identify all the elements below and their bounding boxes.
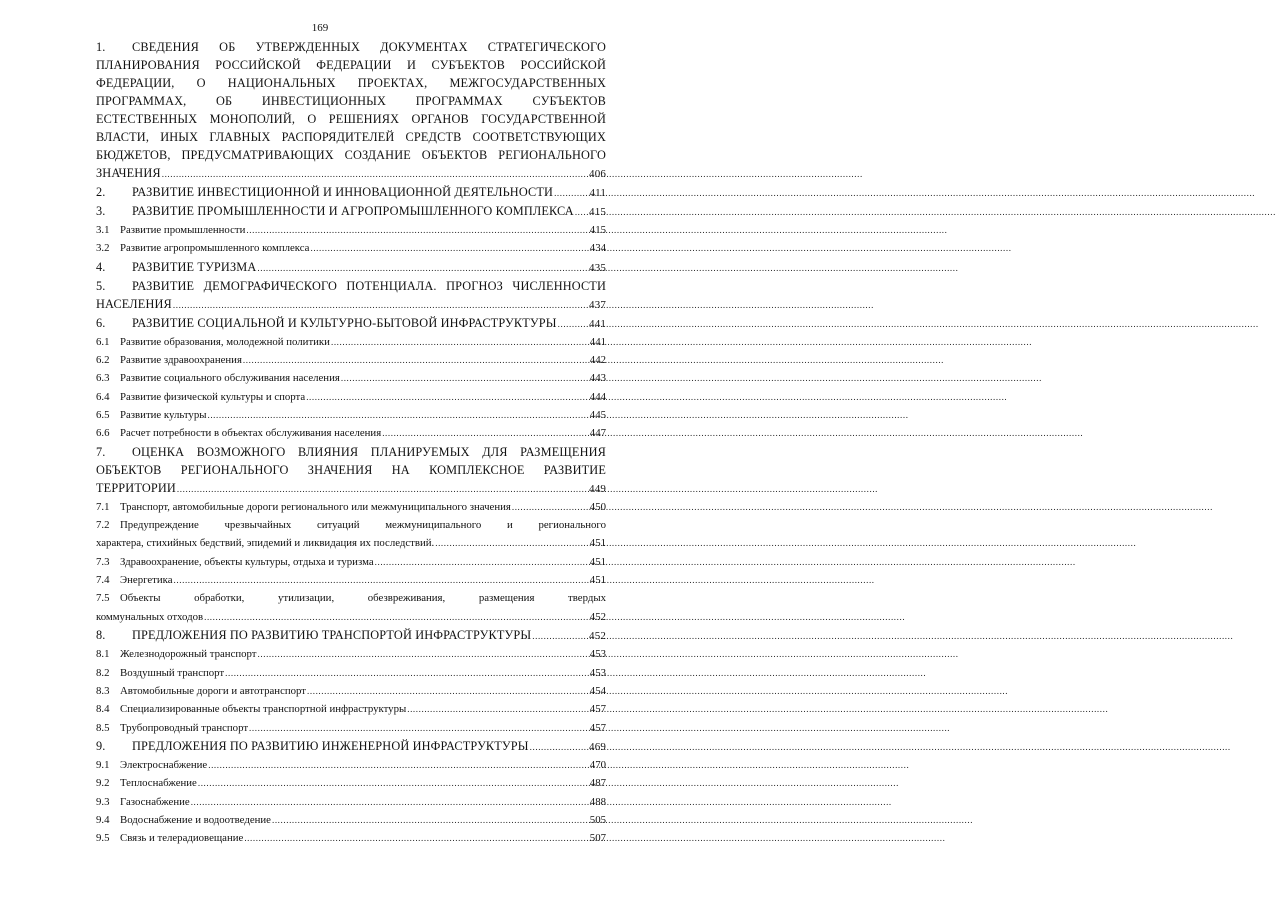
toc-entry-number: 6.2 (96, 354, 110, 367)
toc-entry-text: Развитие культуры (120, 409, 207, 422)
toc-entry[interactable] (96, 719, 606, 737)
toc-entry-text: РАЗВИТИЕ ДЕМОГРАФИЧЕСКОГО ПОТЕНЦИАЛА. ПРОГНОЗ ЧИСЛЕННОСТИ (132, 278, 606, 293)
toc-entry-line (96, 38, 606, 56)
toc-entry-text: ЕСТЕСТВЕННЫХ МОНОПОЛИЙ, О РЕШЕНИЯХ ОРГАНОВ ГОСУДАРСТВЕННОЙ (96, 112, 606, 126)
dot-leader (554, 184, 588, 202)
toc-page-number: 450 (589, 500, 606, 513)
toc-entry-number: 3. (96, 204, 106, 218)
toc-page-number: 452 (589, 630, 606, 643)
toc-entry-text: Электроснабжение (120, 758, 208, 771)
dot-leader (532, 627, 588, 645)
dot-leader (407, 700, 589, 718)
toc-entry-text: СВЕДЕНИЯ ОБ УТВЕРЖДЕННЫХ ДОКУМЕНТАХ СТРАТЕГИЧЕСКОГО (132, 40, 606, 54)
toc-entry-line (96, 92, 606, 110)
toc-entry[interactable] (96, 774, 606, 792)
toc-entry[interactable] (96, 664, 606, 682)
dot-leader (558, 315, 588, 333)
toc-entry[interactable] (96, 202, 606, 221)
toc-page-number: 444 (589, 390, 606, 403)
toc-page-number: 437 (589, 298, 606, 311)
toc-entry-text: Развитие агропромышленного комплекса (120, 242, 310, 255)
toc-entry[interactable] (96, 626, 606, 645)
toc-entry-number: 9.3 (96, 795, 110, 808)
toc-entry-line (96, 793, 606, 811)
toc-entry-number: 7. (96, 444, 106, 459)
toc-entry-text: Развитие социального обслуживания населения (120, 372, 340, 385)
toc-entry-text: Теплоснабжение (120, 777, 197, 790)
toc-entry-line (96, 700, 606, 718)
toc-entry-line (96, 183, 606, 202)
dot-leader (575, 203, 588, 221)
dot-leader (207, 406, 588, 424)
toc-entry-number: 6.6 (96, 427, 110, 440)
toc-page-number: 443 (589, 372, 606, 385)
dot-leader (512, 498, 589, 516)
toc-entry-line (96, 277, 606, 295)
toc-entry-line (96, 351, 606, 369)
toc-entry-number: 9.1 (96, 758, 110, 771)
toc-entry[interactable] (96, 682, 606, 700)
toc-entry[interactable] (96, 388, 606, 406)
toc-entry-text: Развитие промышленности (120, 224, 246, 236)
toc-entry-text: РАЗВИТИЕ СОЦИАЛЬНОЙ И КУЛЬТУРНО-БЫТОВОЙ ИНФРАСТРУКТУРЫ (132, 315, 557, 330)
toc-entry-number: 8.4 (96, 703, 110, 716)
toc-entry-text: ВЛАСТИ, ИНЫХ ГЛАВНЫХ РАСПОРЯДИТЕЛЕЙ СРЕДСТВ СООТВЕТСТВУЮЩИХ (96, 130, 606, 144)
dot-leader (243, 351, 589, 369)
toc-entry-line (96, 829, 606, 847)
page-number: 169 (311, 22, 329, 34)
toc-entry-text: Трубопроводный транспорт (120, 721, 249, 734)
toc-entry-text: Развитие физической культуры и спорта (120, 390, 306, 403)
dot-leader (341, 369, 589, 387)
toc-entry-line (96, 756, 606, 774)
toc-entry-number: 7.1 (96, 500, 110, 513)
toc-entry-text: Транспорт, автомобильные дороги регионального или межмуниципального значения (120, 500, 511, 513)
toc-page-number: 454 (589, 684, 606, 697)
toc-entry-line (96, 314, 606, 333)
toc-entry-number: 7.3 (96, 555, 110, 568)
toc-page-number: 457 (589, 721, 606, 734)
toc-entry[interactable] (96, 756, 606, 774)
toc-entry[interactable] (96, 351, 606, 369)
toc-entry-line (96, 443, 606, 461)
toc-entry-text: ОБЪЕКТОВ РЕГИОНАЛЬНОГО ЗНАЧЕНИЯ НА КОМПЛЕКСНОЕ РАЗВИТИЕ (96, 462, 606, 477)
toc-entry[interactable] (96, 811, 606, 829)
toc-entry-text: Связь и телерадиовещание (120, 832, 244, 845)
toc-entry-number: 6.4 (96, 390, 110, 403)
dot-leader (310, 239, 588, 257)
toc-entry-text: Расчет потребности в объектах обслуживания населения (120, 427, 382, 440)
toc-entry-text: ПРЕДЛОЖЕНИЯ ПО РАЗВИТИЮ ТРАНСПОРТОЙ ИНФРАСТРУКТУРЫ (132, 628, 532, 643)
toc-entry-line (96, 461, 606, 479)
toc-entry-text: ЗНАЧЕНИЯ (96, 166, 161, 180)
toc-entry-text: ТЕРРИТОРИИ (96, 480, 176, 495)
toc-entry-text: ПРОГРАММАХ, ОБ ИНВЕСТИЦИОННЫХ ПРОГРАММАХ СУБЪЕКТОВ (96, 94, 606, 108)
dot-leader (191, 793, 589, 811)
toc-entry-line (96, 74, 606, 92)
toc-entry-line (96, 479, 606, 498)
toc-page-number: 451 (589, 555, 606, 568)
toc-entry[interactable] (96, 443, 606, 498)
toc-entry-number: 8.1 (96, 648, 110, 661)
toc-entry-line (96, 589, 606, 607)
toc-entry-number: 1. (96, 40, 106, 54)
toc-page-number: 505 (589, 813, 606, 826)
toc-page-number: 411 (589, 187, 606, 199)
toc-entry-text: Специализированные объекты транспортной инфраструктуры (120, 703, 407, 716)
toc-page-number: 441 (589, 335, 606, 348)
toc-entry-text: ОЦЕНКА ВОЗМОЖНОГО ВЛИЯНИЯ ПЛАНИРУЕМЫХ ДЛЯ РАЗМЕЩЕНИЯ (132, 444, 606, 459)
toc-entry-number: 4. (96, 259, 106, 274)
toc-entry-line (96, 424, 606, 442)
toc-entry-line (96, 682, 606, 700)
toc-entry-line (96, 128, 606, 146)
toc-entry-line (96, 645, 606, 663)
dot-leader (382, 424, 589, 442)
toc-page-number: 470 (589, 758, 606, 771)
toc-entry[interactable] (96, 258, 606, 277)
toc-entry-number: 2. (96, 185, 106, 199)
toc-page-number: 445 (589, 409, 606, 422)
toc-entry[interactable] (96, 737, 606, 756)
toc-entry-text: РАЗВИТИЕ ТУРИЗМА (132, 259, 257, 274)
toc-page-number: 469 (589, 740, 606, 753)
dot-leader (173, 296, 588, 314)
toc-entry-number: 6.1 (96, 335, 110, 348)
toc-entry-text: Развитие образования, молодежной политики (120, 335, 330, 348)
dot-leader (306, 388, 589, 406)
toc-entry-line (96, 553, 606, 571)
toc-entry[interactable] (96, 793, 606, 811)
dot-leader (198, 774, 589, 792)
toc-entry-line (96, 110, 606, 128)
toc-page-number: 453 (589, 666, 606, 679)
toc-entry[interactable] (96, 369, 606, 387)
toc-entry-line (96, 719, 606, 737)
toc-entry-line (96, 369, 606, 387)
toc-entry[interactable] (96, 645, 606, 663)
toc-entry-number: 8.5 (96, 721, 110, 734)
toc-entry-line (96, 516, 606, 534)
toc-entry-number: 7.2 (96, 519, 110, 532)
toc-page-number: 457 (589, 703, 606, 716)
toc-entry-line (96, 239, 606, 257)
dot-leader (225, 664, 589, 682)
toc-entry-text: ФЕДЕРАЦИИ, О НАЦИОНАЛЬНЫХ ПРОЕКТАХ, МЕЖГОСУДАРСТВЕННЫХ (96, 76, 606, 90)
dot-leader (331, 333, 589, 351)
toc-entry-line (96, 164, 606, 183)
toc-page-number: 447 (589, 427, 606, 440)
dot-leader (174, 571, 589, 589)
toc-entry[interactable] (96, 700, 606, 718)
toc-entry-number: 8. (96, 628, 106, 643)
dot-leader (435, 534, 589, 552)
toc-entry-text: Развитие здравоохранения (120, 354, 242, 367)
toc-page-number: 451 (589, 574, 606, 587)
toc-entry-line (96, 202, 606, 221)
toc-entry[interactable] (96, 277, 606, 314)
toc-entry-text: Энергетика (120, 574, 173, 587)
toc-entry-text: Здравоохранение, объекты культуры, отдыха и туризма (120, 555, 374, 568)
toc-entry-text: характера, стихийных бедствий, эпидемий и ликвидация их последствий. (96, 537, 435, 550)
dot-leader (208, 756, 589, 774)
toc-page-number: 453 (589, 648, 606, 661)
toc-page-number: 488 (589, 795, 606, 808)
dot-leader (375, 553, 589, 571)
toc-page-number: 442 (589, 354, 606, 367)
toc-entry-number: 7.5 (96, 592, 110, 605)
toc-page-number: 434 (589, 242, 606, 255)
toc-entry-number: 9.4 (96, 813, 110, 826)
toc-page-number: 487 (589, 777, 606, 790)
toc-entry[interactable] (96, 424, 606, 442)
dot-leader (177, 480, 588, 498)
toc-entry-number: 9. (96, 738, 106, 753)
toc-page-number: 449 (589, 482, 606, 495)
toc-entry-text: Автомобильные дороги и автотранспорт (120, 684, 307, 697)
toc-entry-line (96, 333, 606, 351)
toc-page-number: 507 (589, 832, 606, 845)
toc-entry[interactable] (96, 498, 606, 516)
toc-entry-text: коммунальных отходов (96, 610, 204, 623)
toc-entry-text: Предупреждение чрезвычайных ситуаций межмуниципального и регионального (120, 519, 606, 532)
toc-entry-line (96, 774, 606, 792)
toc-entry-number: 8.3 (96, 684, 110, 697)
toc-entry-line (96, 664, 606, 682)
toc-entry-number: 6. (96, 315, 106, 330)
toc-entry[interactable] (96, 553, 606, 571)
toc-page-number: 441 (589, 317, 606, 330)
toc-entry[interactable] (96, 406, 606, 424)
toc-entry-text: РАЗВИТИЕ ИНВЕСТИЦИОННОЙ И ИННОВАЦИОННОЙ ДЕЯТЕЛЬНОСТИ (132, 185, 554, 199)
toc-page-number: 451 (589, 537, 606, 550)
toc-entry[interactable] (96, 516, 606, 553)
toc-entry-line (96, 737, 606, 756)
toc-entry-line (96, 571, 606, 589)
dot-leader (257, 259, 588, 277)
toc-entry-line (96, 388, 606, 406)
toc-entry-text: Воздушный транспорт (120, 666, 225, 679)
toc-entry-number: 9.2 (96, 777, 110, 790)
dot-leader (258, 645, 589, 663)
toc-entry-text: БЮДЖЕТОВ, ПРЕДУСМАТРИВАЮЩИХ СОЗДАНИЕ ОБЪЕКТОВ РЕГИОНАЛЬНОГО (96, 148, 606, 162)
dot-leader (246, 221, 588, 239)
toc-entry-text: ПЛАНИРОВАНИЯ РОССИЙСКОЙ ФЕДЕРАЦИИ И СУБЪЕКТОВ РОССИЙСКОЙ (96, 58, 606, 72)
toc-entry-line (96, 56, 606, 74)
toc-entry-line (96, 534, 606, 552)
dot-leader (530, 738, 588, 756)
table-of-contents (96, 38, 606, 848)
toc-entry[interactable] (96, 314, 606, 333)
dot-leader (204, 608, 589, 626)
dot-leader (249, 719, 589, 737)
dot-leader (244, 829, 588, 847)
toc-entry-line (96, 295, 606, 314)
dot-leader (307, 682, 589, 700)
toc-entry-number: 3.2 (96, 242, 110, 255)
toc-entry-text: Газоснабжение (120, 795, 190, 808)
toc-entry-text: Объекты обработки, утилизации, обезвреживания, размещения твердых (120, 592, 606, 605)
toc-entry-number: 3.1 (96, 224, 110, 236)
toc-page-number: 406 (589, 168, 606, 180)
toc-entry-line (96, 626, 606, 645)
toc-entry[interactable] (96, 333, 606, 351)
toc-entry-line (96, 811, 606, 829)
toc-entry[interactable] (96, 221, 606, 239)
toc-entry-line (96, 146, 606, 164)
toc-entry-number: 8.2 (96, 666, 110, 679)
toc-entry[interactable] (96, 38, 606, 183)
toc-entry-number: 9.5 (96, 832, 110, 845)
toc-page-number: 435 (589, 261, 606, 274)
toc-entry-line (96, 221, 606, 239)
toc-entry-line (96, 498, 606, 516)
toc-page-number: 415 (589, 224, 606, 236)
toc-entry[interactable] (96, 183, 606, 202)
toc-entry[interactable] (96, 589, 606, 626)
dot-leader (162, 165, 588, 183)
toc-entry-number: 7.4 (96, 574, 110, 587)
toc-entry-number: 5. (96, 278, 106, 293)
toc-entry-number: 6.3 (96, 372, 110, 385)
toc-entry-text: Железнодорожный транспорт (120, 648, 257, 661)
toc-entry-number: 6.5 (96, 409, 110, 422)
toc-entry-text: РАЗВИТИЕ ПРОМЫШЛЕННОСТИ И АГРОПРОМЫШЛЕННОГО КОМПЛЕКСА (132, 204, 574, 218)
toc-entry-line (96, 406, 606, 424)
toc-entry-line (96, 258, 606, 277)
toc-entry-text: Водоснабжение и водоотведение (120, 813, 271, 826)
toc-entry-text: ПРЕДЛОЖЕНИЯ ПО РАЗВИТИЮ ИНЖЕНЕРНОЙ ИНФРАСТРУКТУРЫ (132, 738, 529, 753)
toc-page-number: 415 (589, 206, 606, 218)
toc-entry[interactable] (96, 571, 606, 589)
toc-entry[interactable] (96, 239, 606, 257)
toc-entry-text: НАСЕЛЕНИЯ (96, 296, 172, 311)
dot-leader (272, 811, 589, 829)
toc-entry[interactable] (96, 829, 606, 847)
toc-page-number: 452 (589, 610, 606, 623)
toc-entry-line (96, 608, 606, 626)
